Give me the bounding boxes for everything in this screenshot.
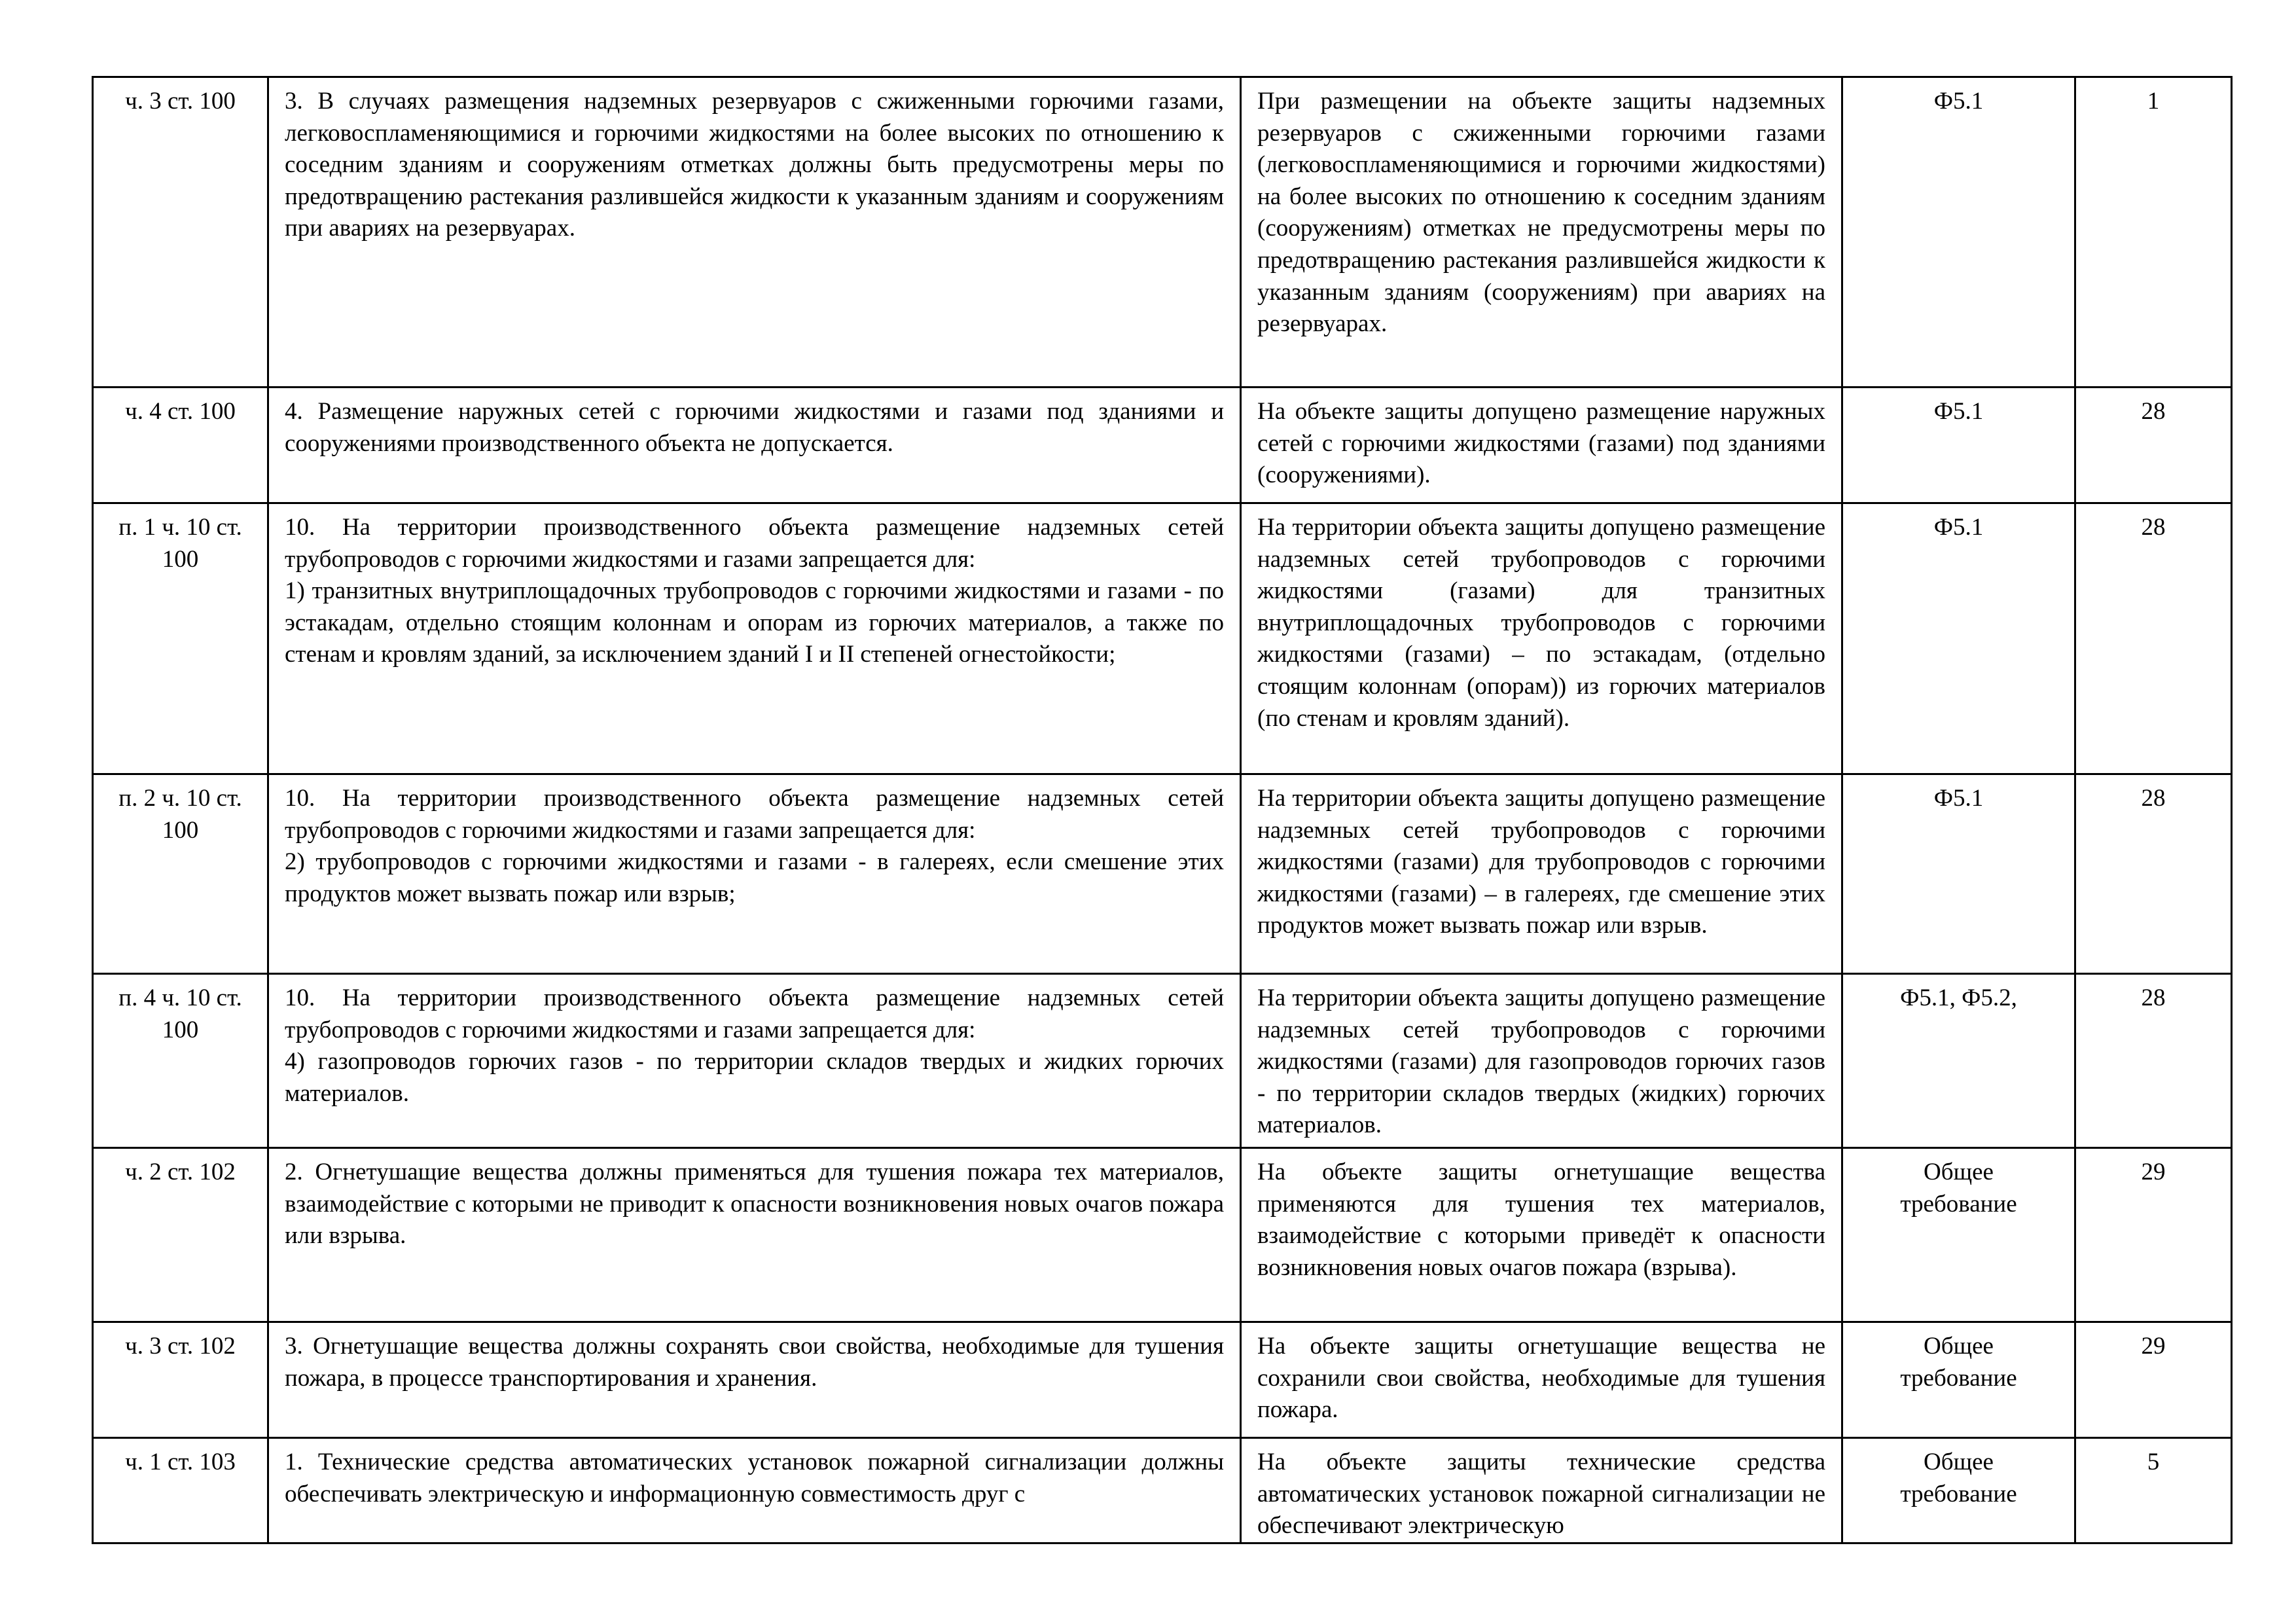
class-value: Общее требование [1842,1148,2075,1322]
article-reference: п. 4 ч. 10 ст. 100 [93,974,268,1148]
table-row [93,774,2232,974]
class-value: Ф5.1 [1842,77,2075,388]
violation-text: На объекте защиты технические средства автоматических установок пожарной сигнализации не обеспечивают электрическую [1241,1438,1842,1543]
violation-text: На объекте защиты огнетушащие вещества не сохранили свои свойства, необходимые для тушения пожара. [1241,1322,1842,1438]
class-value: Ф5.1, Ф5.2, [1842,974,2075,1148]
code-value: 1 [2075,77,2232,388]
code-value: 29 [2075,1322,2232,1438]
code-value: 28 [2075,974,2232,1148]
code-value: 28 [2075,774,2232,974]
requirement-text: 3. Огнетушащие вещества должны сохранять свои свойства, необходимые для тушения пожара, в процессе транспортирования и хранения. [268,1322,1241,1438]
table-row [93,77,2232,388]
class-value: Ф5.1 [1842,774,2075,974]
table-row [93,1322,2232,1438]
table-row [93,1148,2232,1322]
article-reference: п. 1 ч. 10 ст. 100 [93,503,268,774]
class-value: Ф5.1 [1842,503,2075,774]
requirement-text: 10. На территории производственного объекта размещение надземных сетей трубопроводов с горючими жидкостями и газами запрещается для: 1) транзитных внутриплощадочных трубопроводов с горючими жидкостями и газами - по эстакадам, отдельно стоящим колоннам и опорам из горючих материалов, а также по стенам и кровлям зданий, за исключением зданий I и II степеней огнестойкости; [268,503,1241,774]
article-reference: ч. 3 ст. 100 [93,77,268,388]
requirement-text: 1. Технические средства автоматических установок пожарной сигнализации должны обеспечивать электрическую и информационную совместимость друг с [268,1438,1241,1543]
requirement-text: 4. Размещение наружных сетей с горючими жидкостями и газами под зданиями и сооружениями производственного объекта не допускается. [268,388,1241,503]
violation-text: На территории объекта защиты допущено размещение надземных сетей трубопроводов с горючими жидкостями (газами) для транзитных внутриплощадочных трубопроводов с горючими жидкостями (газами) – по эстакадам, (отдельно стоящим колоннам (опорам)) из горючих материалов (по стенам и кровлям зданий). [1241,503,1842,774]
violation-text: На объекте защиты огнетушащие вещества применяются для тушения тех материалов, взаимодействие с которыми приведёт к опасности возникновения новых очагов пожара (взрыва). [1241,1148,1842,1322]
article-reference: ч. 2 ст. 102 [93,1148,268,1322]
violation-text: На территории объекта защиты допущено размещение надземных сетей трубопроводов с горючими жидкостями (газами) для трубопроводов с горючими жидкостями (газами) – в галереях, где смешение этих продуктов может вызвать пожар или взрыв. [1241,774,1842,974]
violation-text: На территории объекта защиты допущено размещение надземных сетей трубопроводов с горючими жидкостями (газами) для газопроводов горючих газов - по территории складов твердых (жидких) горючих материалов. [1241,974,1842,1148]
class-value: Общее требование [1842,1322,2075,1438]
code-value: 28 [2075,503,2232,774]
requirement-text: 10. На территории производственного объекта размещение надземных сетей трубопроводов с горючими жидкостями и газами запрещается для: 2) трубопроводов с горючими жидкостями и газами - в галереях, если смешение этих продуктов может вызвать пожар или взрыв; [268,774,1241,974]
class-value: Ф5.1 [1842,388,2075,503]
requirements-table [92,76,2233,1544]
violation-text: При размещении на объекте защиты надземных резервуаров с сжиженными горючими газами (легковоспламеняющимися и горючими жидкостями) на более высоких по отношению к соседним зданиям (сооружениям) отметках не предусмотрены меры по предотвращению растекания разлившейся жидкости к указанным зданиям (сооружениям) при авариях на резервуарах. [1241,77,1842,388]
article-reference: ч. 3 ст. 102 [93,1322,268,1438]
table-row [93,974,2232,1148]
violation-text: На объекте защиты допущено размещение наружных сетей с горючими жидкостями (газами) под зданиями (сооружениями). [1241,388,1842,503]
article-reference: ч. 4 ст. 100 [93,388,268,503]
code-value: 29 [2075,1148,2232,1322]
table-row [93,1438,2232,1543]
code-value: 28 [2075,388,2232,503]
table-row [93,503,2232,774]
requirement-text: 10. На территории производственного объекта размещение надземных сетей трубопроводов с горючими жидкостями и газами запрещается для: 4) газопроводов горючих газов - по территории складов твердых и жидких горючих материалов. [268,974,1241,1148]
article-reference: ч. 1 ст. 103 [93,1438,268,1543]
article-reference: п. 2 ч. 10 ст. 100 [93,774,268,974]
requirement-text: 3. В случаях размещения надземных резервуаров с сжиженными горючими газами, легковоспламеняющимися и горючими жидкостями на более высоких по отношению к соседним зданиям и сооружениям отметках должны быть предусмотрены меры по предотвращению растекания разлившейся жидкости к указанным зданиям и сооружениям при авариях на резервуарах. [268,77,1241,388]
code-value: 5 [2075,1438,2232,1543]
requirement-text: 2. Огнетушащие вещества должны применяться для тушения пожара тех материалов, взаимодействие с которыми не приводит к опасности возникновения новых очагов пожара или взрыва. [268,1148,1241,1322]
table-row [93,388,2232,503]
class-value: Общее требование [1842,1438,2075,1543]
